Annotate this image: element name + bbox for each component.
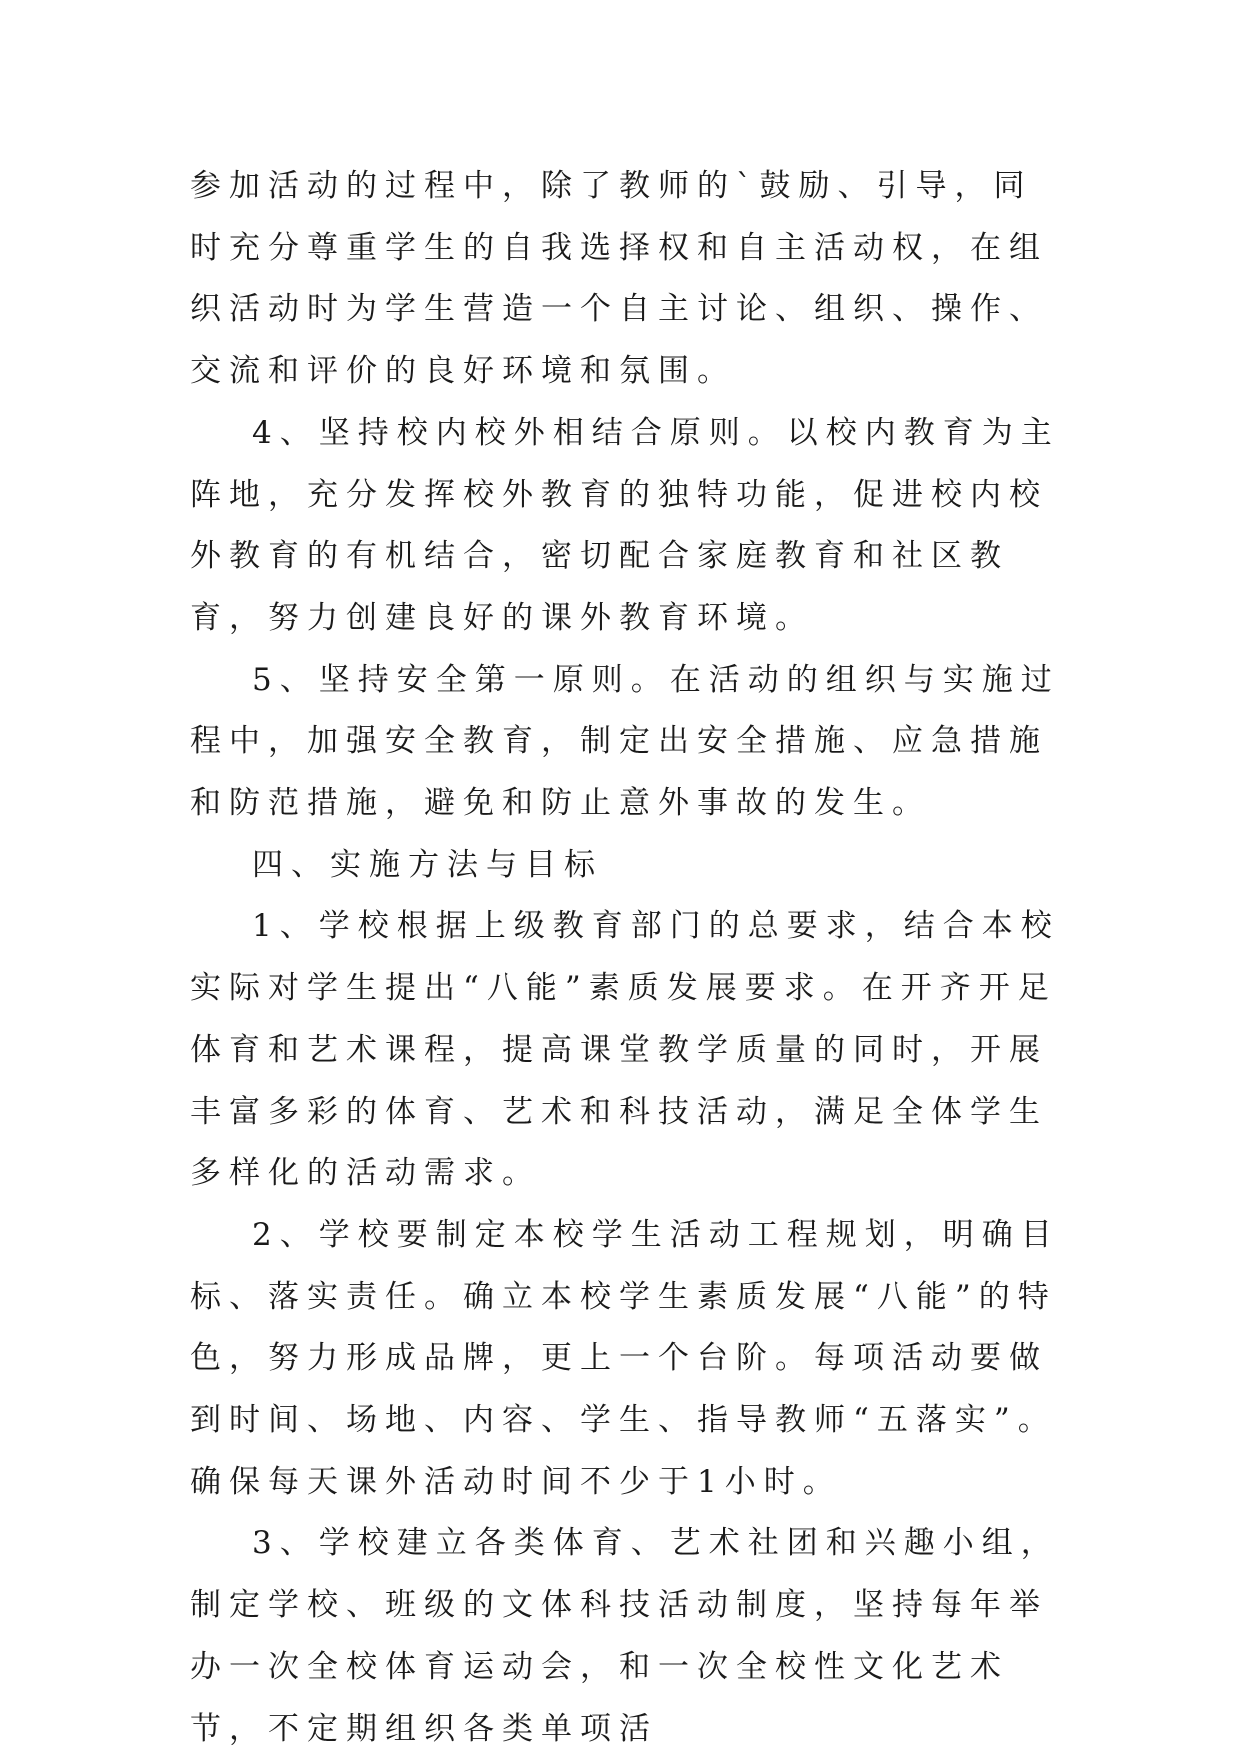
section-heading-4: 四、实施方法与目标 bbox=[252, 846, 603, 883]
document-body bbox=[190, 156, 1070, 1760]
paragraph-continuation: 参加活动的过程中，除了教师的`鼓励、引导，同时充分尊重学生的自我选择权和自主活动权，在组织活动时为学生营造一个自主讨论、组织、操作、交流和评价的良好环境和氛围。 bbox=[190, 168, 1048, 390]
paragraph-method-3: 3、学校建立各类体育、艺术社团和兴趣小组，制定学校、班级的文体科技活动制度，坚持每年举办一次全校体育运动会，和一次全校性文化艺术节，不定期组织各类单项活 bbox=[190, 1525, 1060, 1747]
paragraph-principle-5: 5、坚持安全第一原则。在活动的组织与实施过程中，加强安全教育，制定出安全措施、应急措施和防范措施，避免和防止意外事故的发生。 bbox=[190, 661, 1060, 822]
paragraph-principle-4: 4、坚持校内校外相结合原则。以校内教育为主阵地，充分发挥校外教育的独特功能，促进校内校外教育的有机结合，密切配合家庭教育和社区教育，努力创建良好的课外教育环境。 bbox=[190, 414, 1060, 636]
paragraph-method-2: 2、学校要制定本校学生活动工程规划，明确目标、落实责任。确立本校学生素质发展“八能”的特色，努力形成品牌，更上一个台阶。每项活动要做到时间、场地、内容、学生、指导教师“五落实”。确保每天课外活动时间不少于1小时。 bbox=[190, 1216, 1060, 1500]
paragraph-method-1: 1、学校根据上级教育部门的总要求，结合本校实际对学生提出“八能”素质发展要求。在开齐开足体育和艺术课程，提高课堂教学质量的同时，开展丰富多彩的体育、艺术和科技活动，满足全体学生多样化的活动需求。 bbox=[190, 908, 1060, 1192]
